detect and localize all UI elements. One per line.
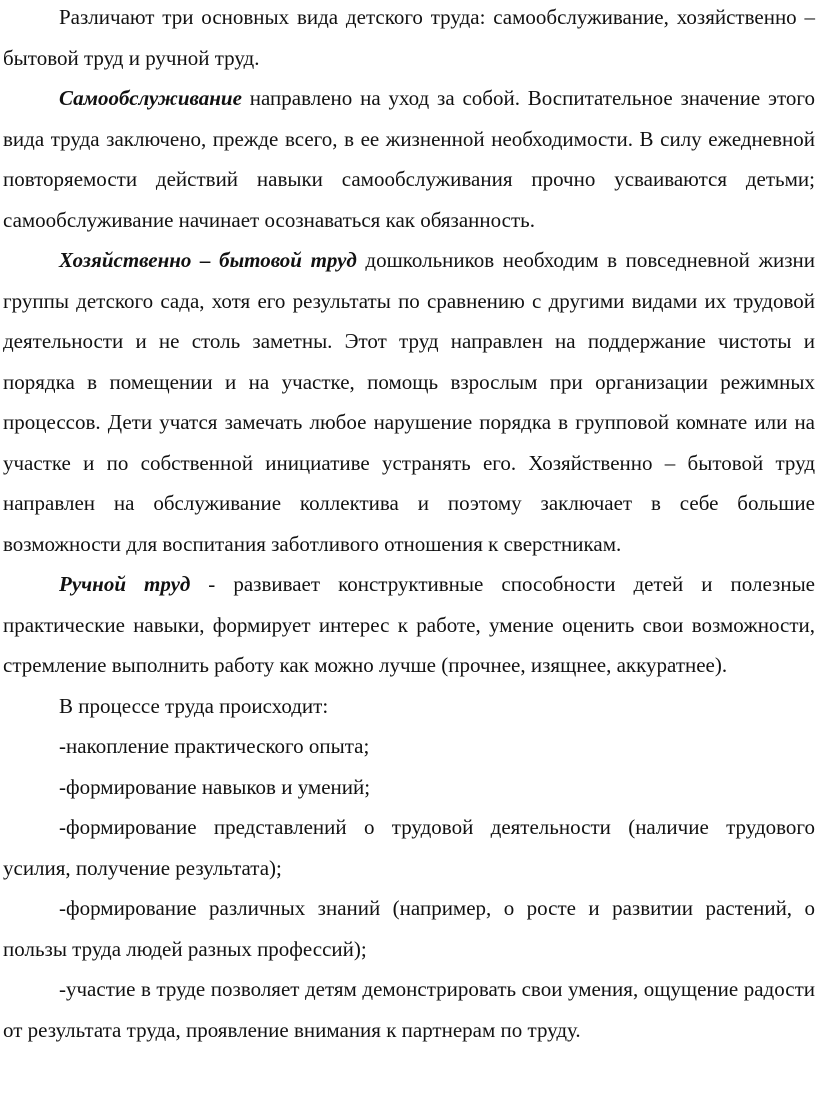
list-item-representations [3,807,815,888]
paragraph-text: направлено на уход за собой. Воспитательное значение этого вида труда заключено, прежде всего, в ее жизненной необходимости. В силу ежедневной повторяемости действий навыки самообслуживания прочно усваиваются детьми; самообслуживание начинает осознаваться как обязанность. [3,86,815,232]
list-item-text: -накопление практического опыта; [59,734,370,758]
list-item-skills [3,767,815,808]
paragraph-text: Различают три основных вида детского труда: самообслуживание, хозяйственно – бытовой труд и ручной труд. [3,5,815,70]
term-household-labor: Хозяйственно – бытовой труд [59,248,357,272]
list-item-text: -участие в труде позволяет детям демонстрировать свои умения, ощущение радости от результата труда, проявление внимания к партнерам по труду. [3,977,815,1042]
paragraph-intro [3,0,815,78]
term-manual-labor: Ручной труд [59,572,191,596]
document-page [3,0,815,1050]
list-item-participation [3,969,815,1050]
paragraph-text: дошкольников необходим в повседневной жизни группы детского сада, хотя его результаты по сравнению с другими видами их трудовой деятельности и не столь заметны. Этот труд направлен на поддержание чистоты и порядка в помещении и на участке, помощь взрослым при организации режимных процессов. Дети учатся замечать любое нарушение порядка в групповой комнате или на участке и по собственной инициативе устранять его. Хозяйственно – бытовой труд направлен на обслуживание коллектива и поэтому заключает в себе большие возможности для воспитания заботливого отношения к сверстникам. [3,248,816,556]
paragraph-text: - развивает конструктивные способности детей и полезные практические навыки, формирует интерес к работе, умение оценить свои возможности, стремление выполнить работу как можно лучше (прочнее, изящнее, аккуратнее). [3,572,816,677]
paragraph-text: В процессе труда происходит: [59,693,329,718]
list-item-knowledge [3,888,815,969]
paragraph-manual-labor [3,564,815,686]
term-self-service: Самообслуживание [59,86,242,110]
paragraph-process-intro [3,686,815,727]
list-item-text: -формирование различных знаний (например, о росте и развитии растений, о пользы труда людей разных профессий); [3,896,815,961]
paragraph-household-labor [3,240,815,564]
list-item-text: -формирование навыков и умений; [59,774,371,799]
paragraph-self-service [3,78,815,240]
list-item-text: -формирование представлений о трудовой деятельности (наличие трудового усилия, получение результата); [3,815,815,880]
list-item-experience [3,726,815,767]
